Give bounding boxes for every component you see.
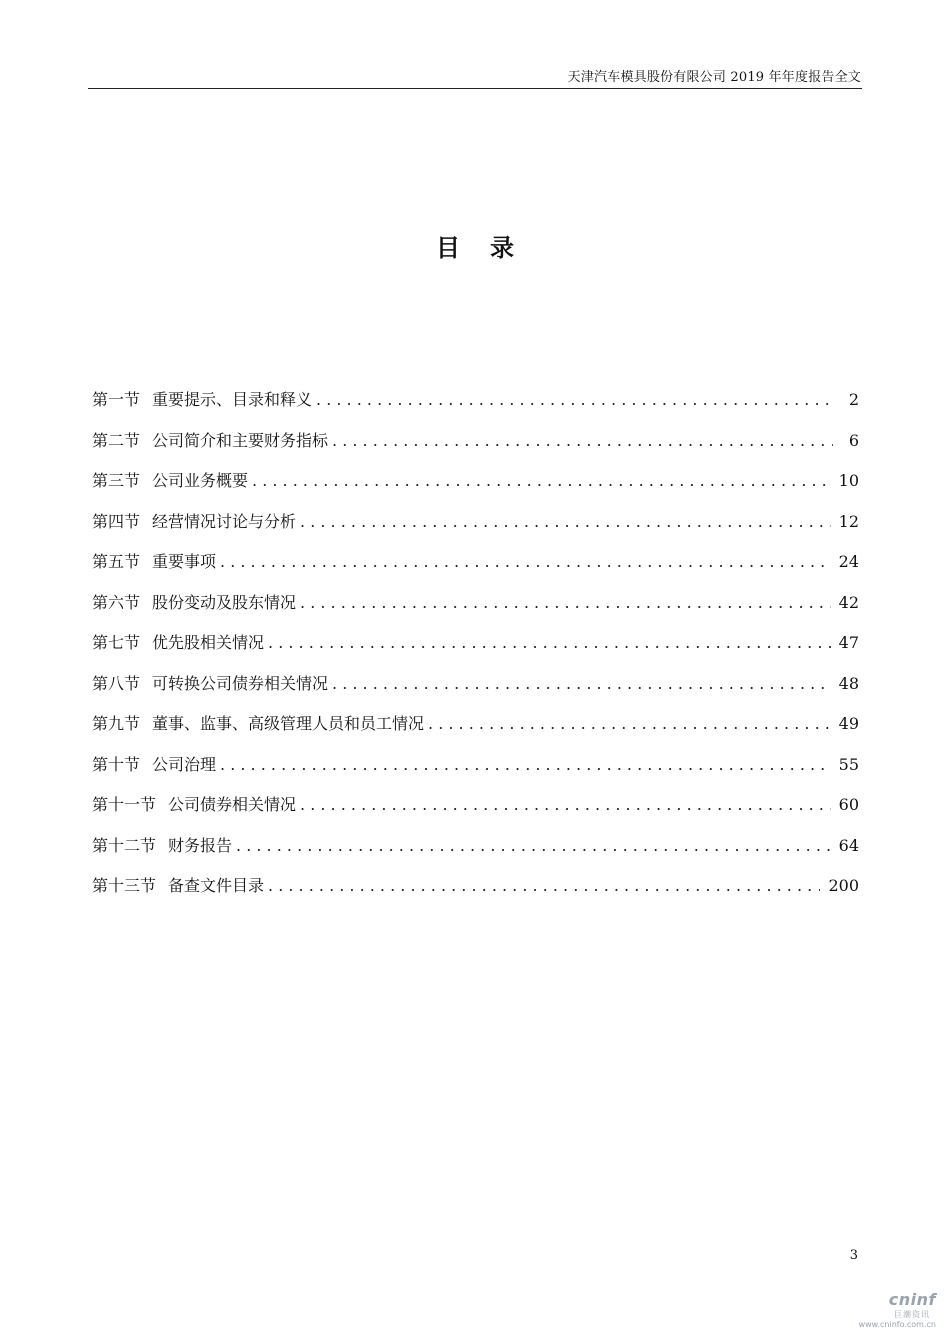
toc-section-title: 董事、监事、高级管理人员和员工情况 [152,714,425,733]
toc-page-number: 42 [838,592,859,612]
toc-leader-dots [300,795,831,814]
toc-section-title: 公司简介和主要财务指标 [152,430,329,450]
toc-entry[interactable] [92,428,859,469]
toc-page-number: 12 [838,511,859,531]
toc-section-number: 第十三节 [92,876,157,895]
toc-leader-dots [428,714,831,733]
table-of-contents [92,387,859,914]
toc-entry[interactable] [92,549,859,590]
toc-entry[interactable] [92,711,859,752]
cninfo-watermark [846,1290,936,1330]
toc-section-title: 公司治理 [152,754,217,774]
toc-page-number: 6 [848,430,859,450]
toc-entry[interactable] [92,630,859,671]
toc-section-number: 第五节 [92,552,141,571]
toc-page-number: 60 [838,795,859,814]
toc-page-number: 24 [838,552,859,571]
toc-leader-dots [300,593,831,612]
toc-page-number: 200 [828,876,859,895]
toc-section-title: 股份变动及股东情况 [152,592,297,612]
toc-leader-dots [252,471,831,490]
toc-section-number: 第一节 [92,390,141,409]
toc-entry[interactable] [92,792,859,833]
toc-leader-dots [332,674,831,693]
toc-page-number: 55 [838,754,859,774]
toc-section-title: 备查文件目录 [168,876,265,895]
toc-section-number: 第二节 [92,430,141,450]
toc-leader-dots [220,552,831,571]
toc-section-number: 第七节 [92,633,141,652]
toc-section-title: 重要事项 [152,552,217,571]
toc-leader-dots [300,512,831,531]
toc-section-number: 第十节 [92,754,141,774]
header-divider [88,88,862,89]
toc-page-number: 48 [838,673,859,693]
toc-section-title: 公司业务概要 [152,471,249,490]
toc-leader-dots [268,876,820,895]
page-number: 3 [849,1248,858,1263]
toc-page-number: 47 [838,633,859,652]
cninfo-logo: cninf [888,1290,936,1309]
toc-section-title: 公司债券相关情况 [168,795,297,814]
cninfo-url: www.cninfo.com.cn [858,1320,936,1329]
cninfo-name: 巨潮资讯 [894,1310,930,1319]
toc-section-title: 财务报告 [168,835,233,855]
toc-entry[interactable] [92,509,859,550]
toc-leader-dots [220,755,831,774]
toc-leader-dots [332,431,833,450]
toc-section-number: 第三节 [92,471,141,490]
toc-entry[interactable] [92,387,859,428]
report-header-title: 天津汽车模具股份有限公司 2019 年年度报告全文 [567,70,861,85]
toc-page-number: 2 [848,390,859,409]
toc-entry[interactable] [92,671,859,712]
toc-page-number: 10 [838,471,859,490]
page-title: 目录 [436,233,544,262]
toc-section-number: 第十一节 [92,795,157,814]
toc-section-title: 可转换公司债券相关情况 [152,673,329,693]
toc-leader-dots [316,390,833,409]
toc-section-number: 第八节 [92,673,141,693]
toc-section-title: 重要提示、目录和释义 [152,390,313,409]
toc-entry[interactable] [92,752,859,793]
toc-page-number: 49 [838,714,859,733]
toc-entry[interactable] [92,833,859,874]
toc-entry[interactable] [92,468,859,509]
toc-entry[interactable] [92,590,859,631]
toc-section-number: 第十二节 [92,835,157,855]
toc-section-number: 第四节 [92,511,141,531]
toc-section-number: 第六节 [92,592,141,612]
toc-entry[interactable] [92,873,859,914]
toc-leader-dots [268,633,831,652]
toc-section-number: 第九节 [92,714,141,733]
toc-leader-dots [236,836,831,855]
toc-section-title: 优先股相关情况 [152,633,265,652]
toc-section-title: 经营情况讨论与分析 [152,511,297,531]
toc-page-number: 64 [838,835,859,855]
